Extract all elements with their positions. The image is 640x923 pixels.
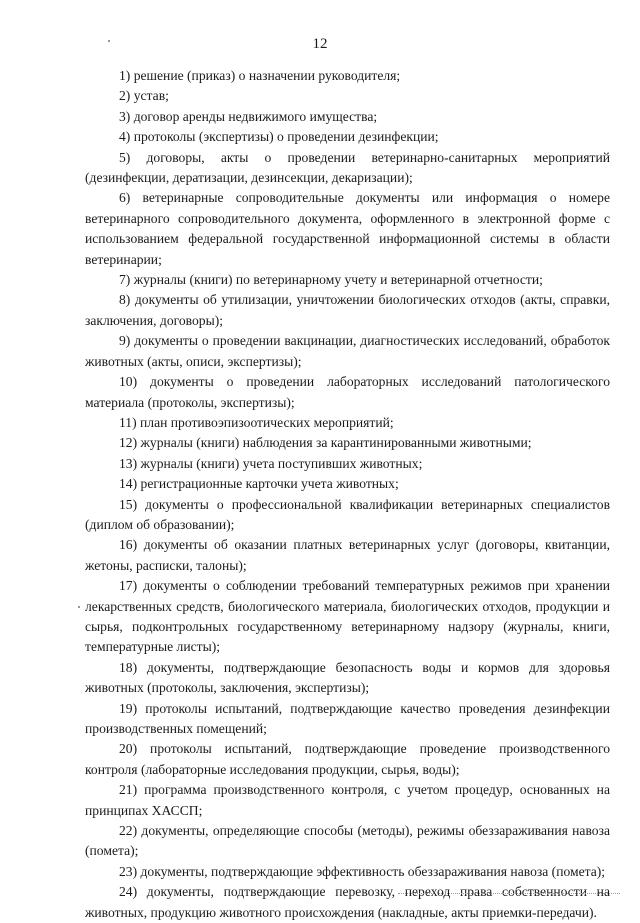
list-item: 12) журналы (книги) наблюдения за карантинированными животными; <box>119 435 532 451</box>
page-number: 12 <box>312 36 328 52</box>
list-item: 3) договор аренды недвижимого имущества; <box>119 108 378 124</box>
list-item: 1) решение (приказ) о назначении руководителя; <box>119 68 401 83</box>
list-item: 10) документы о проведении лабораторных исследований патологического материала (протоколы, экспертизы); <box>85 374 610 410</box>
list-item: 7) журналы (книги) по ветеринарному учету и ветеринарной отчетности; <box>119 272 543 288</box>
list-item: 15) документы о профессиональной квалификации ветеринарных специалистов (диплом об образовании); <box>85 496 610 532</box>
list-item: 13) журналы (книги) учета поступивших животных; <box>119 455 423 471</box>
list-item: 23) документы, подтверждающие эффективность обеззараживания навоза (помета); <box>119 863 606 879</box>
scan-speck <box>78 606 80 608</box>
list-item: 18) документы, подтверждающие безопасность воды и кормов для здоровья животных (протоколы, заключения, экспертизы); <box>85 659 610 696</box>
list-item: 5) договоры, акты о проведении ветеринарно-санитарных мероприятий (дезинфекции, дератизации, дезинсекции, декаризации); <box>85 149 610 186</box>
list-item: 16) документы об оказании платных ветеринарных услуг (договоры, квитанции, жетоны, расписки, талоны); <box>85 537 610 573</box>
list-item: 17) документы о соблюдении требований температурных режимов при хранении лекарственных средств, биологического материала, биологических отходов, продукции и сырья, подконтрольных государственному ветеринарному надзору (журналы, книги, температурные листы); <box>85 578 610 655</box>
footer-dotted-line <box>398 893 620 894</box>
list-item: 4) протоколы (экспертизы) о проведении дезинфекции; <box>119 129 439 145</box>
list-item: 11) план противоэпизоотических мероприятий; <box>119 414 394 430</box>
list-item: 6) ветеринарные сопроводительные документы или информация о номере ветеринарного сопроводительного документа, оформленного в электронной форме с использованием федеральной государственной информационной системы в области ветеринарии; <box>85 190 610 267</box>
list-item: 24) документы, подтверждающие перевозку, переход права собственности на животных, продукцию животного происхождения (накладные, акты приемки-передачи). <box>85 884 610 920</box>
list-item: 14) регистрационные карточки учета животных; <box>119 476 399 492</box>
list-item: 9) документы о проведении вакцинации, диагностических исследований, обработок животных (акты, описи, экспертизы); <box>85 333 610 369</box>
list-item: 2) устав; <box>119 88 169 104</box>
list-item: 8) документы об утилизации, уничтожении биологических отходов (акты, справки, заключения, договоры); <box>85 292 610 328</box>
list-item: 19) протоколы испытаний, подтверждающие качество проведения дезинфекции производственных помещений; <box>85 700 610 736</box>
list-item: 22) документы, определяющие способы (методы), режимы обеззараживания навоза (помета); <box>85 823 610 859</box>
document-body <box>85 66 610 923</box>
list-item: 21) программа производственного контроля, с учетом процедур, основанных на принципах ХАССП; <box>85 782 610 818</box>
list-item: 20) протоколы испытаний, подтверждающие проведение производственного контроля (лабораторные исследования продукции, сырья, воды); <box>85 741 610 777</box>
